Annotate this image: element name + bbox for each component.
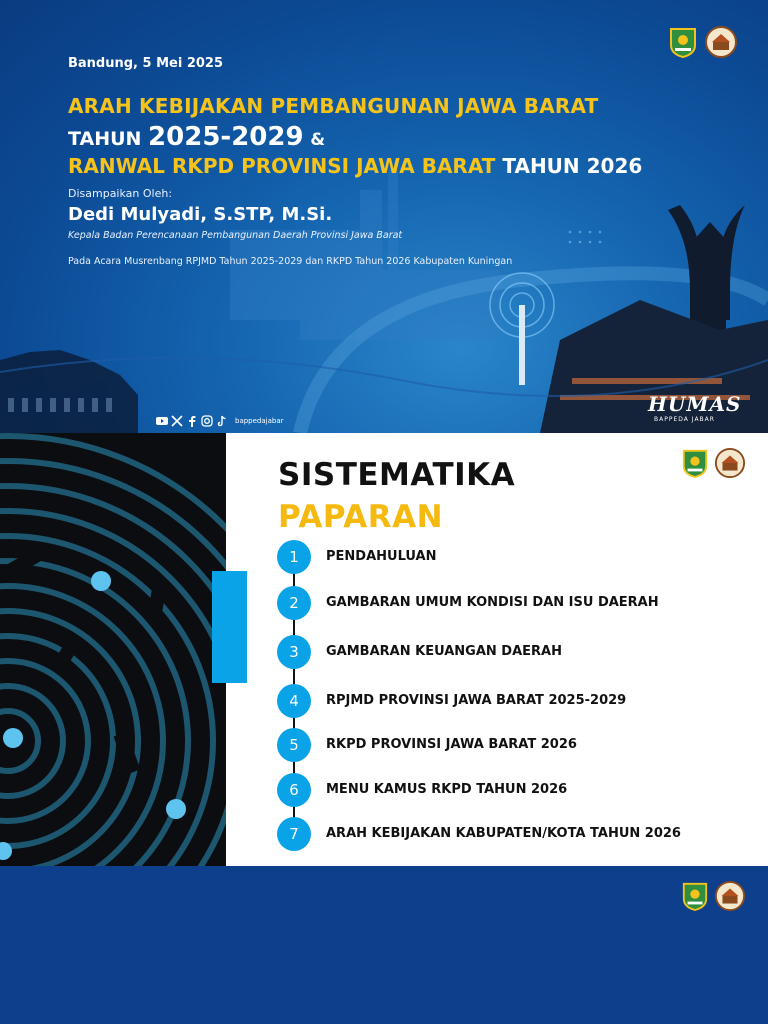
agenda-item-label: MENU KAMUS RKPD TAHUN 2026 (326, 782, 568, 797)
agenda-title-line-2: PAPARAN (278, 499, 444, 535)
presenter-name: Dedi Mulyadi, S.STP, M.Si. (68, 204, 333, 225)
concentric-rings-illustration (0, 433, 226, 866)
bappeda-logo-icon (704, 26, 738, 58)
agenda-item-number: 5 (277, 728, 311, 762)
agenda-item-number: 6 (277, 773, 311, 807)
tiktok-icon[interactable] (216, 415, 228, 427)
agenda-item-label: RPJMD PROVINSI JAWA BARAT 2025-2029 (326, 693, 627, 708)
agenda-item-number: 4 (277, 684, 311, 718)
title-line-2-prefix: TAHUN (68, 128, 142, 150)
west-java-emblem-icon (681, 880, 709, 912)
agenda-item (277, 540, 737, 574)
agenda-item (277, 773, 737, 807)
agenda-item (277, 817, 737, 851)
agenda-item-number: 7 (277, 817, 311, 851)
title-line-3-suffix: TAHUN 2026 (502, 154, 643, 178)
agenda-item (277, 728, 737, 762)
facebook-icon[interactable] (186, 415, 198, 427)
title-line-3 (68, 154, 642, 178)
west-java-emblem-icon (681, 447, 709, 479)
agenda-item-label: GAMBARAN UMUM KONDISI DAN ISU DAERAH (326, 595, 659, 610)
humas-logo-subtitle: BAPPEDA JABAR (654, 416, 715, 423)
agenda-slide (0, 433, 768, 866)
agenda-item-number: 2 (277, 586, 311, 620)
cover-slide (0, 0, 768, 433)
social-handle: bappedajabar (235, 417, 284, 425)
presenter-position: Kepala Badan Perencanaan Pembangunan Daerah Provinsi Jawa Barat (68, 230, 403, 241)
bappeda-logo-icon (714, 447, 746, 479)
bappeda-logo-icon (714, 880, 746, 912)
agenda-item-number: 3 (277, 635, 311, 669)
agenda-item-label: RKPD PROVINSI JAWA BARAT 2026 (326, 737, 577, 752)
agenda-item (277, 586, 737, 620)
agenda-item-label: GAMBARAN KEUANGAN DAERAH (326, 644, 562, 659)
title-line-2 (68, 122, 325, 152)
agenda-item-number: 1 (277, 540, 311, 574)
title-line-2-years: 2025-2029 (148, 122, 304, 152)
decorative-rings-panel (0, 433, 226, 866)
agenda-item-label: PENDAHULUAN (326, 549, 437, 564)
presentation-date: Bandung, 5 Mei 2025 (68, 56, 224, 71)
title-line-3-main: RANWAL RKPD PROVINSI JAWA BARAT (68, 154, 496, 178)
x-icon[interactable] (171, 415, 183, 427)
event-description: Pada Acara Musrenbang RPJMD Tahun 2025-2029 dan RKPD Tahun 2026 Kabupaten Kuningan (68, 256, 513, 267)
agenda-item (277, 635, 737, 669)
accent-bar (212, 571, 247, 683)
agenda-item-label: ARAH KEBIJAKAN KABUPATEN/KOTA TAHUN 2026 (326, 826, 681, 841)
agenda-item (277, 684, 737, 718)
west-java-emblem-icon (668, 26, 698, 58)
presented-by-label: Disampaikan Oleh: (68, 187, 173, 200)
humas-logo: HUMAS (648, 392, 742, 416)
third-slide (0, 866, 768, 1024)
title-line-1: ARAH KEBIJAKAN PEMBANGUNAN JAWA BARAT (68, 94, 599, 118)
instagram-icon[interactable] (201, 415, 213, 427)
youtube-icon[interactable] (156, 415, 168, 427)
title-line-2-ampersand: & (310, 130, 326, 150)
agenda-title-line-1: SISTEMATIKA (278, 457, 516, 493)
social-media-bar (156, 415, 284, 427)
